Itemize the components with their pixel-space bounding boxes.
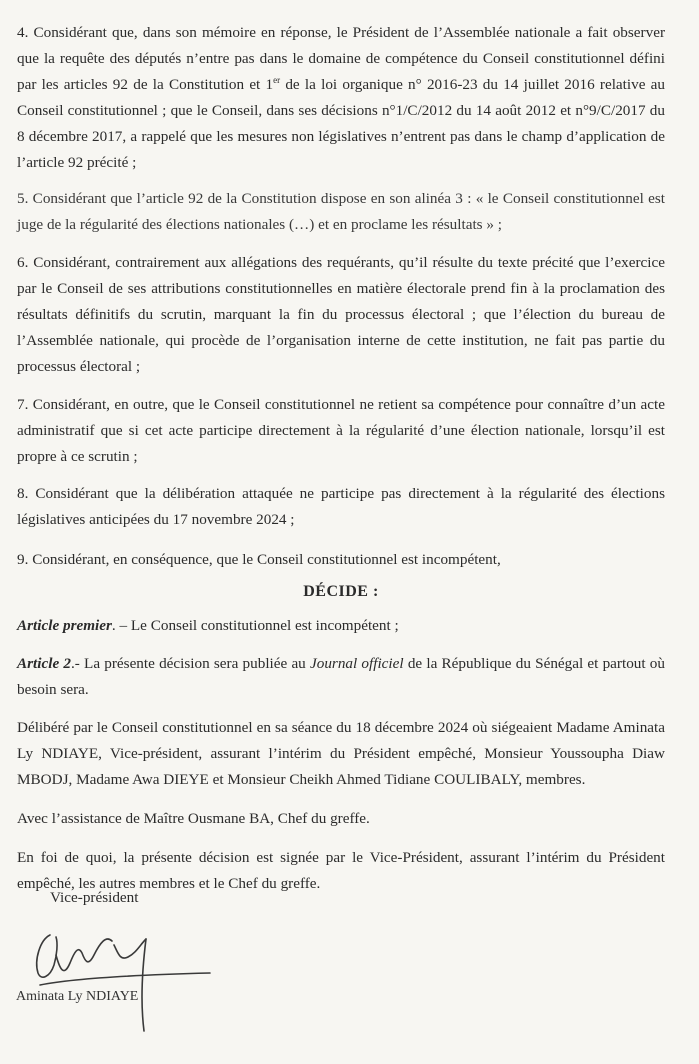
article-2-text-before: .- La présente décision sera publiée au [70, 655, 310, 672]
article-2-label: Article 2 [17, 655, 71, 672]
paragraph-6: 6. Considérant, contrairement aux allégations des requérants, qu’il résulte du texte précité que l’exercice par le Conseil de ses attributions constitutionnelles en matière électorale prend fin à la proclamation des résultats définitifs du scrutin, marquant la fin du processus électoral ; que l’élection du bureau de l’Assemblée nationale, qui procède de l’organisation interne de cette institution, ne fait pas partie du processus électoral ; [17, 254, 665, 375]
article-2-text-after: de la République du Sénégal et partout où besoin sera. [17, 655, 665, 698]
article-2 [17, 651, 665, 703]
assistance-paragraph: Avec l’assistance de Maître Ousmane BA, Chef du greffe. [17, 810, 370, 827]
handwritten-signature [10, 915, 230, 1035]
paragraph-4 [17, 20, 665, 176]
decide-heading: DÉCIDE : [303, 583, 379, 600]
article-premier-label: Article premier [17, 617, 112, 634]
paragraph-4-text-a: 4. Considérant que, dans son mémoire en réponse, le Président de l’Assemblée nationale a fait observer que la requête des députés n’entre pas dans le domaine de compétence du Conseil constitutionnel défini par les articles 92 de la Constitution et 1 [17, 24, 665, 93]
paragraph-8: 8. Considérant que la délibération attaquée ne participe pas directement à la régularité des élections législatives anticipées du 17 novembre 2024 ; [17, 485, 665, 528]
article-premier-text: . – Le Conseil constitutionnel est incompétent ; [111, 617, 399, 634]
superscript-er: er [273, 74, 281, 85]
paragraph-7: 7. Considérant, en outre, que le Conseil constitutionnel ne retient sa compétence pour connaître d’un acte administratif que si cet acte participe directement à la régularité d’une élection nationale, lorsqu’il est propre à ce scrutin ; [17, 396, 665, 465]
signed-paragraph: En foi de quoi, la présente décision est signée par le Vice-Président, assurant l’intérim du Président empêché, les autres membres et le Chef du greffe. [17, 849, 665, 892]
article-premier [17, 613, 665, 639]
signatory-name: Aminata Ly NDIAYE [16, 989, 139, 1004]
signature-title: Vice-président [50, 889, 139, 906]
paragraph-9: 9. Considérant, en conséquence, que le Conseil constitutionnel est incompétent, [17, 551, 501, 568]
deliberation-paragraph: Délibéré par le Conseil constitutionnel en sa séance du 18 décembre 2024 où siégeaient Madame Aminata Ly NDIAYE, Vice-président, assurant l’intérim du Président empêché, Monsieur Youssoupha Diaw MBODJ, Madame Awa DIEYE et Monsieur Cheikh Ahmed Tidiane COULIBALY, membres. [17, 719, 665, 788]
paragraph-4-text-b: de la loi organique n° 2016-23 du 14 juillet 2016 relative au Conseil constitutionnel ; que le Conseil, dans ses décisions n°1/C/2012 du 14 août 2012 et n°9/C/2017 du 8 décembre 2017, a rappelé que les mesures non législatives n’entrent pas dans le champ d’application de l’article 92 précité ; [17, 76, 665, 171]
journal-officiel: Journal officiel [309, 655, 404, 672]
paragraph-5: 5. Considérant que l’article 92 de la Constitution dispose en son alinéa 3 : « le Conseil constitutionnel est juge de la régularité des élections nationales (…) et en proclame les résultats » ; [17, 190, 665, 233]
document-body [17, 20, 665, 897]
